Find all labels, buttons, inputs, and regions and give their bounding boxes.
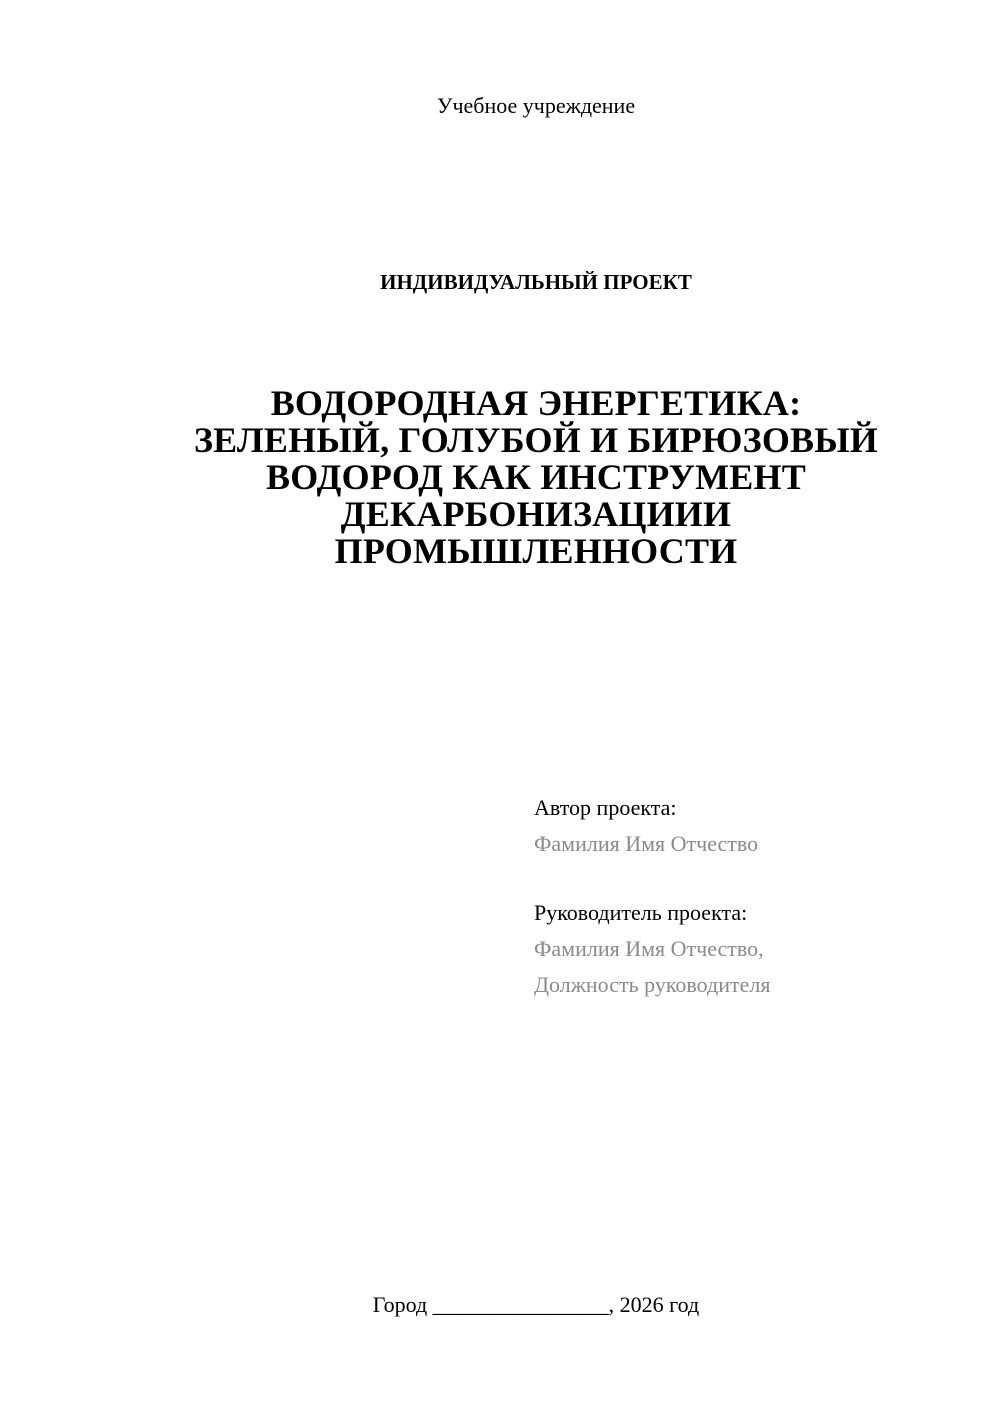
title-line: ВОДОРОД КАК ИНСТРУМЕНТ	[266, 457, 806, 497]
title-line: ПРОМЫШЛЕННОСТИ	[334, 531, 738, 571]
institution-name: Учебное учреждение	[436, 93, 636, 118]
supervisor-name-placeholder: Фамилия Имя Отчество,	[534, 936, 764, 961]
title-line: ДЕКАРБОНИЗАЦИИИ	[340, 494, 732, 534]
author-label: Автор проекта:	[534, 795, 677, 820]
supervisor-position-placeholder: Должность руководителя	[534, 972, 771, 997]
supervisor-label: Руководитель проекта:	[534, 900, 748, 925]
credits-block	[534, 790, 954, 1003]
spacer	[534, 862, 954, 895]
author-name-placeholder: Фамилия Имя Отчество	[534, 831, 759, 856]
title-line: ВОДОРОДНАЯ ЭНЕРГЕТИКА:	[270, 383, 802, 423]
city-year-footer: Город ________________, 2026 год	[372, 1292, 700, 1317]
title-line: ЗЕЛЕНЫЙ, ГОЛУБОЙ И БИРЮЗОВЫЙ	[193, 420, 879, 460]
project-title	[150, 385, 922, 570]
project-type-heading: ИНДИВИДУАЛЬНЫЙ ПРОЕКТ	[380, 270, 692, 294]
